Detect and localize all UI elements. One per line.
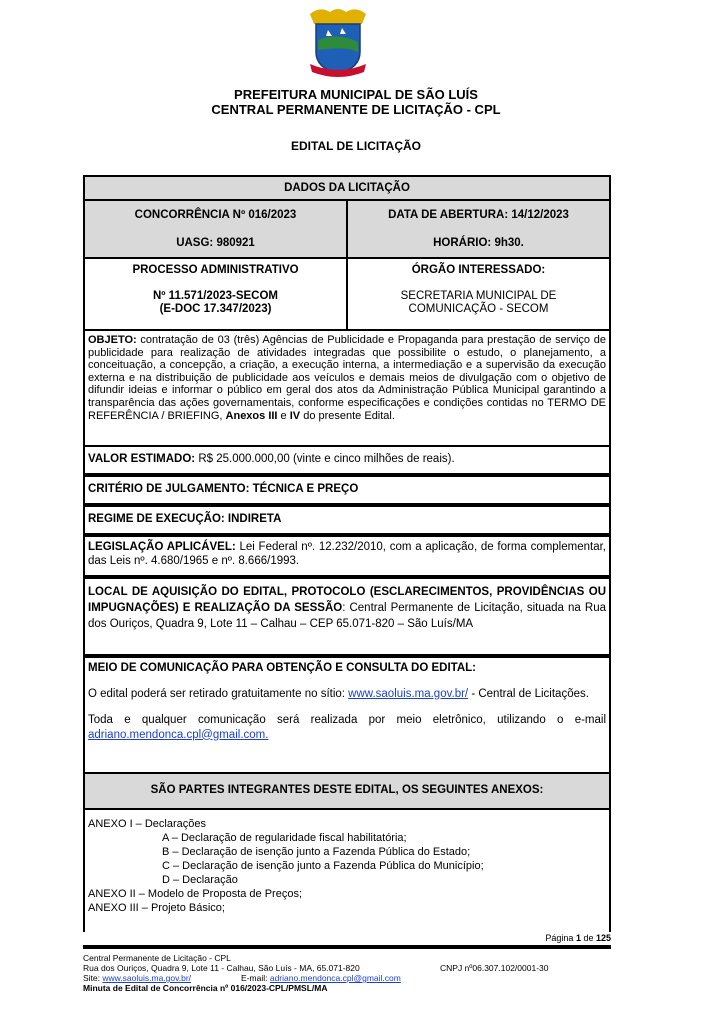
meio-p1-post: - Central de Licitações. [468,687,589,700]
local-cell [83,577,611,656]
page-current: 1 [575,933,581,943]
criterio-cell: CRITÉRIO DE JULGAMENTO: TÉCNICA E PREÇO [83,475,611,505]
processo-edoc: (E-DOC 17.347/2023) [159,303,272,315]
local-label: LOCAL DE AQUISIÇÃO DO EDITAL, PROTOCOLO (ESCLARECIMENTOS, PROVIDÊNCIAS OU IMPUGNAÇÕES) E REALIZAÇÃO DA SESSÃO [88,586,606,614]
anexo-subitem: B – Declaração de isenção junto a Fazenda Pública do Estado; [162,846,471,858]
header-subtitle: CENTRAL PERMANENTE DE LICITAÇÃO - CPL [211,102,501,117]
anexo-subitem: A – Declaração de regularidade fiscal habilitatória; [162,832,407,844]
uasg-number: UASG: 980921 [176,236,255,249]
footer-site-label: Site: [83,973,103,983]
objeto-and: e [277,409,290,422]
objeto-end: do presente Edital. [300,409,395,422]
orgao-line2: COMUNICAÇÃO - SECOM [408,303,549,315]
site-link[interactable]: www.saoluis.ma.gov.br/ [348,687,469,700]
valor-cell [83,445,611,475]
header-title: PREFEITURA MUNICIPAL DE SÃO LUÍS [234,87,478,102]
concorrencia-number: CONCORRÊNCIA Nº 016/2023 [134,209,297,221]
table-title: DADOS DA LICITAÇÃO [83,175,611,201]
meio-label: MEIO DE COMUNICAÇÃO PARA OBTENÇÃO E CONSULTA DO EDITAL: [88,662,477,674]
page-label: Página [545,933,576,943]
document-title: EDITAL DE LICITAÇÃO [291,139,421,153]
meio-p2-text: Toda e qualquer comunicação será realizada por meio eletrônico, utilizando o e-mail [88,713,606,726]
footer-site-link[interactable]: www.saoluis.ma.gov.br/ [102,973,192,983]
anexos-title: SÃO PARTES INTEGRANTES DESTE EDITAL, OS SEGUINTES ANEXOS: [83,772,611,810]
processo-cell [83,257,347,331]
valor-label: VALOR ESTIMADO: [88,453,196,465]
meio-cell [83,656,611,774]
footer-email-link[interactable]: adriano.mendonca.cpl@gmail.com [269,973,401,983]
legislacao-cell [83,535,611,577]
anexo-item: ANEXO I – Declarações [88,818,206,830]
local-text: : Central Permanente de Licitação, situada na Rua dos Ouriços, Quadra 9, Lote 11 – Calhau – CEP 65.071-820 – São Luís/MA [88,602,606,630]
anexo-item: ANEXO II – Modelo de Proposta de Preços; [88,888,303,900]
footer-org: Central Permanente de Licitação - CPL [83,953,231,963]
abertura-cell [347,199,611,259]
email-link[interactable]: adriano.mendonca.cpl@gmail.com. [88,728,269,741]
objeto-text: contratação de 03 (três) Agências de Publicidade e Propaganda para prestação de serviço de publicidade para realização de atividades integradas que possibilite o estudo, o planejamento, a conceituação, a concepção, a criação, a execução interna, a intermediação e a supervisão da execução externa e na distribuição de publicidade aos veículos e demais meios de divulgação com o objetivo de difundir ideias e informar o público em geral dos atos da Administração Pública Municipal garantindo a transparência das ações governamentais, conforme especificações e condições contidas no TERMO DE REFERÊNCIA / BRIEFING, [88,334,606,422]
page-number [83,933,611,943]
legislacao-text: Lei Federal nº. 12.232/2010, com a aplicação, de forma complementar, das Leis nº. 4.680/1965 e nº. 8.666/1993. [88,541,606,567]
page-of: de [580,933,596,943]
opening-date: DATA DE ABERTURA: 14/12/2023 [388,209,569,221]
footer-address: Rua dos Ouriços, Quadra 9, Lote 11 - Calhau, São Luís - MA, 65.071-820 [83,963,360,973]
meio-p1-text: O edital poderá ser retirado gratuitamente no sítio: [88,687,349,700]
objeto-cell [83,329,611,447]
processo-number: Nº 11.571/2023-SECOM [152,289,279,302]
table-row-concorrencia [83,199,611,259]
anexo-subitem: D – Declaração [162,874,238,886]
footer-divider [83,945,611,949]
orgao-label: ÓRGÃO INTERESSADO: [411,264,546,276]
opening-time: HORÁRIO: 9h30. [433,236,524,249]
anexo-subitem: C – Declaração de isenção junto a Fazenda Pública do Município; [162,860,484,872]
objeto-label: OBJETO: [88,334,137,346]
meio-paragraph-2 [88,713,606,743]
orgao-cell [347,257,611,331]
meio-paragraph-1 [88,687,606,702]
anexo-item: ANEXO III – Projeto Básico; [88,902,225,914]
table-row-processo [83,257,611,331]
page-total: 125 [595,933,611,943]
legislacao-label: LEGISLAÇÃO APLICÁVEL: [88,541,236,553]
anexos-list [83,808,611,932]
orgao-line1: SECRETARIA MUNICIPAL DE [400,289,557,302]
footer-cnpj: CNPJ nº06.307.102/0001-30 [440,963,549,973]
regime-cell: REGIME DE EXECUÇÃO: INDIRETA [83,505,611,535]
footer-contacts [83,973,401,983]
coat-of-arms-icon [300,6,376,80]
objeto-anexo-iv: IV [289,409,301,422]
processo-label: PROCESSO ADMINISTRATIVO [132,264,299,276]
valor-text: R$ 25.000.000,00 (vinte e cinco milhões de reais). [195,453,455,465]
footer-minuta: Minuta de Edital de Concorrência nº 016/2023-CPL/PMSL/MA [83,983,328,993]
concorrencia-cell [83,199,347,259]
footer-email-label: E-mail: [241,973,270,983]
objeto-anexos: Anexos III [225,409,278,422]
